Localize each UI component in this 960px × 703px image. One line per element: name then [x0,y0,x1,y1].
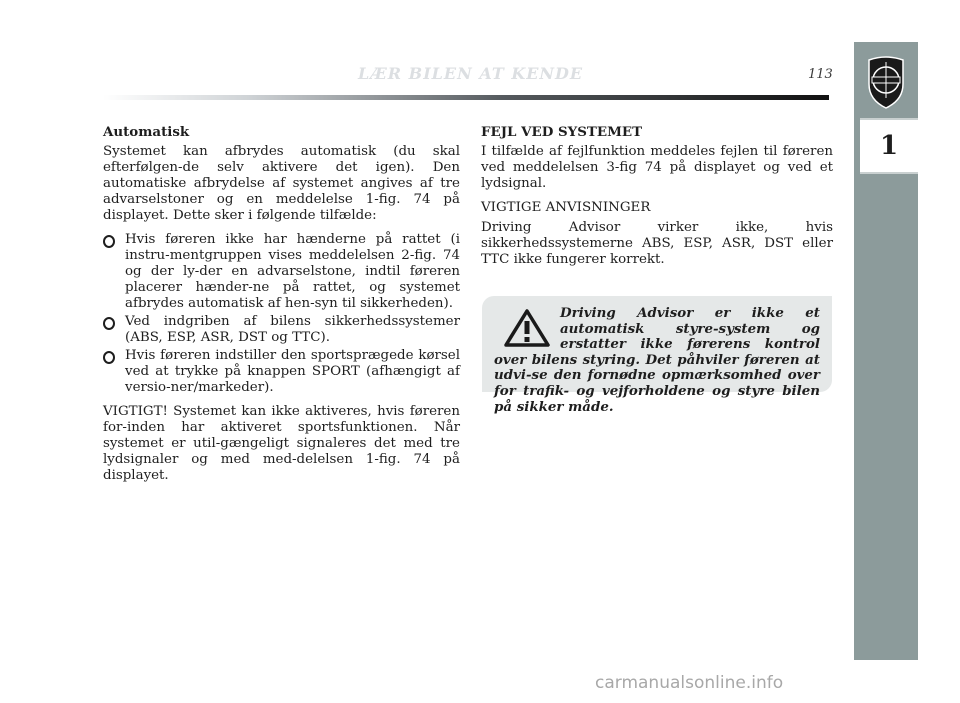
list-item [103,348,460,396]
right-column [481,124,833,276]
bullet-circle-icon [103,317,115,330]
intro-paragraph: Systemet kan afbrydes automatisk (du skal efterfølgen-de selv aktivere det igen). Den automatiske afbrydelse af systemet angives af tre advarselstoner og en meddelelse 1-fig. 74 på displayet. Dette sker i følgende tilfælde: [103,144,460,223]
page-header-title: LÆR BILEN AT KENDE [358,64,584,83]
header-rule [103,95,829,100]
important-paragraph: VIGTIGT! Systemet kan ikke aktiveres, hvis føreren for-inden har aktiveret sportsfunktionen. Når systemet er util-gængeligt signaleres det med tre lydsignaler og med med-delelsen 1-fig. 74 på displayet. [103,404,460,483]
list-item-text: Ved indgriben af bilens sikkerhedssystemer (ABS, ESP, ASR, DST og TTC). [125,314,460,345]
list-item [103,232,460,312]
warning-triangle-icon [504,308,550,348]
lancia-emblem-icon [863,54,909,110]
list-item-text: Hvis føreren ikke har hænderne på rattet (i instru-mentgruppen vises meddelelsen 2-fig. 74 og der ly-der en advarselstone, indtil føreren placerer hænder-ne på rattet, og systemet afbrydes automatisk af hen-syn til sikkerheden). [125,232,460,311]
page-number: 113 [808,67,833,82]
section-heading-fejl: FEJL VED SYSTEMET [481,124,643,140]
notes-paragraph: Driving Advisor virker ikke, hvis sikkerhedssystemerne ABS, ESP, ASR, DST eller TTC ikke fungerer korrekt. [481,220,833,267]
section-heading-anvisninger: VIGTIGE ANVISNINGER [481,200,651,215]
warning-text: Driving Advisor er ikke et automatisk styre-system og erstatter ikke førerens kontrol over bilens styring. Det påhviler føreren at udvi-se den fornødne opmærksomhed over for trafik- og vejforholdene og styre bilen på sikker måde. [494,305,820,415]
watermark: carmanualsonline.info [595,673,784,693]
warning-callout [482,296,832,415]
bullet-circle-icon [103,235,115,248]
bullet-circle-icon [103,351,115,364]
fault-paragraph: I tilfælde af fejlfunktion meddeles fejlen til føreren ved meddelelsen 3-fig 74 på displayet og ved et lydsignal. [481,144,833,191]
list-item [103,314,460,346]
condition-list [103,232,460,396]
chapter-number: 1 [860,118,918,174]
left-column [103,124,460,492]
section-heading-automatisk: Automatisk [103,124,190,140]
list-item-text: Hvis føreren indstiller den sportsprægede kørsel ved at trykke på knappen SPORT (afhængigt af versio-ner/markeder). [125,348,460,395]
